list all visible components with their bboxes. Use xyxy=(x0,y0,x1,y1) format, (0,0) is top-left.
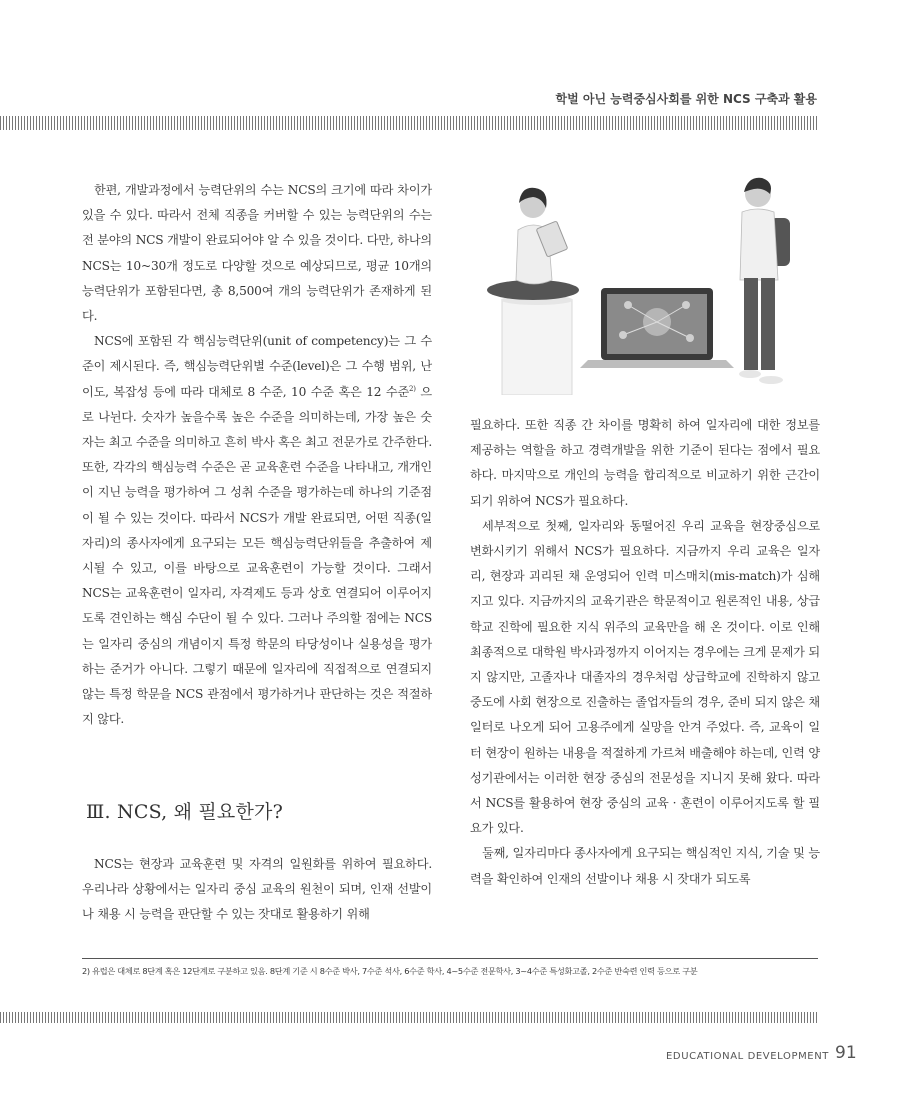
footnote: 2) 유럽은 대체로 8단계 혹은 12단계로 구분하고 있음. 8단계 기준 시 8수준 박사, 7수준 석사, 6수준 학사, 4~5수준 전문학사, 3~4수준 특성화고졸, 2수준 반숙련 인력 등으로 구분 xyxy=(82,966,698,976)
body-paragraph: 둘째, 일자리마다 종사자에게 요구되는 핵심적인 지식, 기술 및 능력을 확인하여 인재의 선발이나 채용 시 잣대가 되도록 xyxy=(470,846,820,886)
footer-rule xyxy=(0,1012,818,1023)
students-with-laptop-illustration xyxy=(478,170,828,395)
sitting-student-figure xyxy=(487,188,579,395)
laptop-icon xyxy=(580,288,734,368)
left-column xyxy=(82,178,432,732)
right-column xyxy=(470,413,820,892)
body-paragraph: 한편, 개발과정에서 능력단위의 수는 NCS의 크기에 따라 차이가 있을 수 있다. 따라서 전체 직종을 커버할 수 있는 능력단위의 수는 전 분야의 NCS 개발이 완료되어야 알 수 있을 것이다. 다만, 하나의 NCS는 10~30개 정도로 다양할 것으로 예상되므로, 평균 10개의 능력단위가 포함된다면, 총 8,500여 개의 능력단위가 존재하게 된다. xyxy=(82,183,432,324)
section-intro-column xyxy=(82,852,432,928)
standing-student-figure xyxy=(739,178,790,384)
body-paragraph: 세부적으로 첫째, 일자리와 동떨어진 우리 교육을 현장중심으로 변화시키기 위해서 NCS가 필요하다. 지금까지 우리 교육은 일자리, 현장과 괴리된 채 운영되어 인력 미스매치(mis-match)가 심해지고 있다. 지금까지의 교육기관은 학문적이고 원론적인 내용, 상급학교 진학에 필요한 지식 위주의 교육만을 해 온 것이다. 이로 인해 최종적으로 대학원 박사과정까지 이어지는 경우에는 크게 문제가 되지 않지만, 고졸자나 대졸자의 경우처럼 상급학교에 진학하지 않고 중도에 사회 현장으로 진출하는 졸업자들의 경우, 준비 되지 않은 채 일터로 나오게 되어 고용주에게 실망을 안겨 주었다. 즉, 교육이 일터 현장이 원하는 내용을 적절하게 가르쳐 배출해야 하는데, 인력 양성기관에서는 이러한 현장 중심의 전문성을 지니지 못해 왔다. 따라서 NCS를 활용하여 현장 중심의 교육 · 훈련이 이루어지도록 할 필요가 있다. xyxy=(470,518,820,836)
footer-label: EDUCATIONAL DEVELOPMENT xyxy=(666,1051,830,1062)
body-paragraph: NCS는 현장과 교육훈련 및 자격의 일원화를 위하여 필요하다. 우리나라 상황에서는 일자리 중심 교육의 원천이 되며, 인재 선발이나 채용 시 능력을 판단할 수 있는 잣대로 활용하기 위해 xyxy=(82,857,432,922)
footnote-marker[interactable]: 2) xyxy=(409,384,416,393)
header-rule xyxy=(0,116,818,130)
paragraph-text: NCS에 포함된 각 핵심능력단위(unit of competency)는 그 수준이 제시된다. 즉, 핵심능력단위별 수준(level)은 그 수행 범위, 난이도, 복잡성 등에 따라 대체로 8 수준, 10 수준 혹은 12 수준 xyxy=(82,334,432,399)
running-header: 학벌 아닌 능력중심사회를 위한 NCS 구축과 활용 xyxy=(555,92,817,106)
section-heading: Ⅲ. NCS, 왜 필요한가? xyxy=(86,801,283,823)
page-number: 91 xyxy=(835,1043,857,1063)
footnote-divider xyxy=(82,958,818,959)
body-paragraph xyxy=(82,329,432,732)
body-paragraph: 필요하다. 또한 직종 간 차이를 명확히 하여 일자리에 대한 정보를 제공하는 역할을 하고 경력개발을 위한 기준이 된다는 점에서 필요하다. 마지막으로 개인의 능력을 합리적으로 비교하기 위한 근간이 되기 위하여 NCS가 필요하다. xyxy=(470,418,820,508)
paragraph-text: 으로 나뉜다. 숫자가 높을수록 높은 수준을 의미하는데, 가장 높은 숫자는 최고 수준을 의미하고 흔히 박사 혹은 최고 전문가로 간주한다. 또한, 각각의 핵심능력 수준은 곧 교육훈련 수준을 나타내고, 개개인이 지닌 능력을 평가하여 그 성취 수준을 평가하는데 하나의 기준점이 될 수 있는 것이다. 따라서 NCS가 개발 완료되면, 어떤 직종(일자리)의 종사자에게 요구되는 모든 핵심능력단위들을 추출하여 제시될 수 있고, 이를 바탕으로 교육훈련이 가능할 것이다. 그래서 NCS는 교육훈련이 일자리, 자격제도 등과 상호 연결되어 이루어지도록 견인하는 핵심 수단이 될 수 있다. 그러나 주의할 점에는 NCS는 일자리 중심의 개념이지 특정 학문의 타당성이나 실용성을 평가하는 준거가 아니다. 그렇기 때문에 일자리에 직접적으로 연결되지 않는 특정 학문을 NCS 관점에서 평가하거나 판단하는 것은 적절하지 않다. xyxy=(82,384,433,727)
